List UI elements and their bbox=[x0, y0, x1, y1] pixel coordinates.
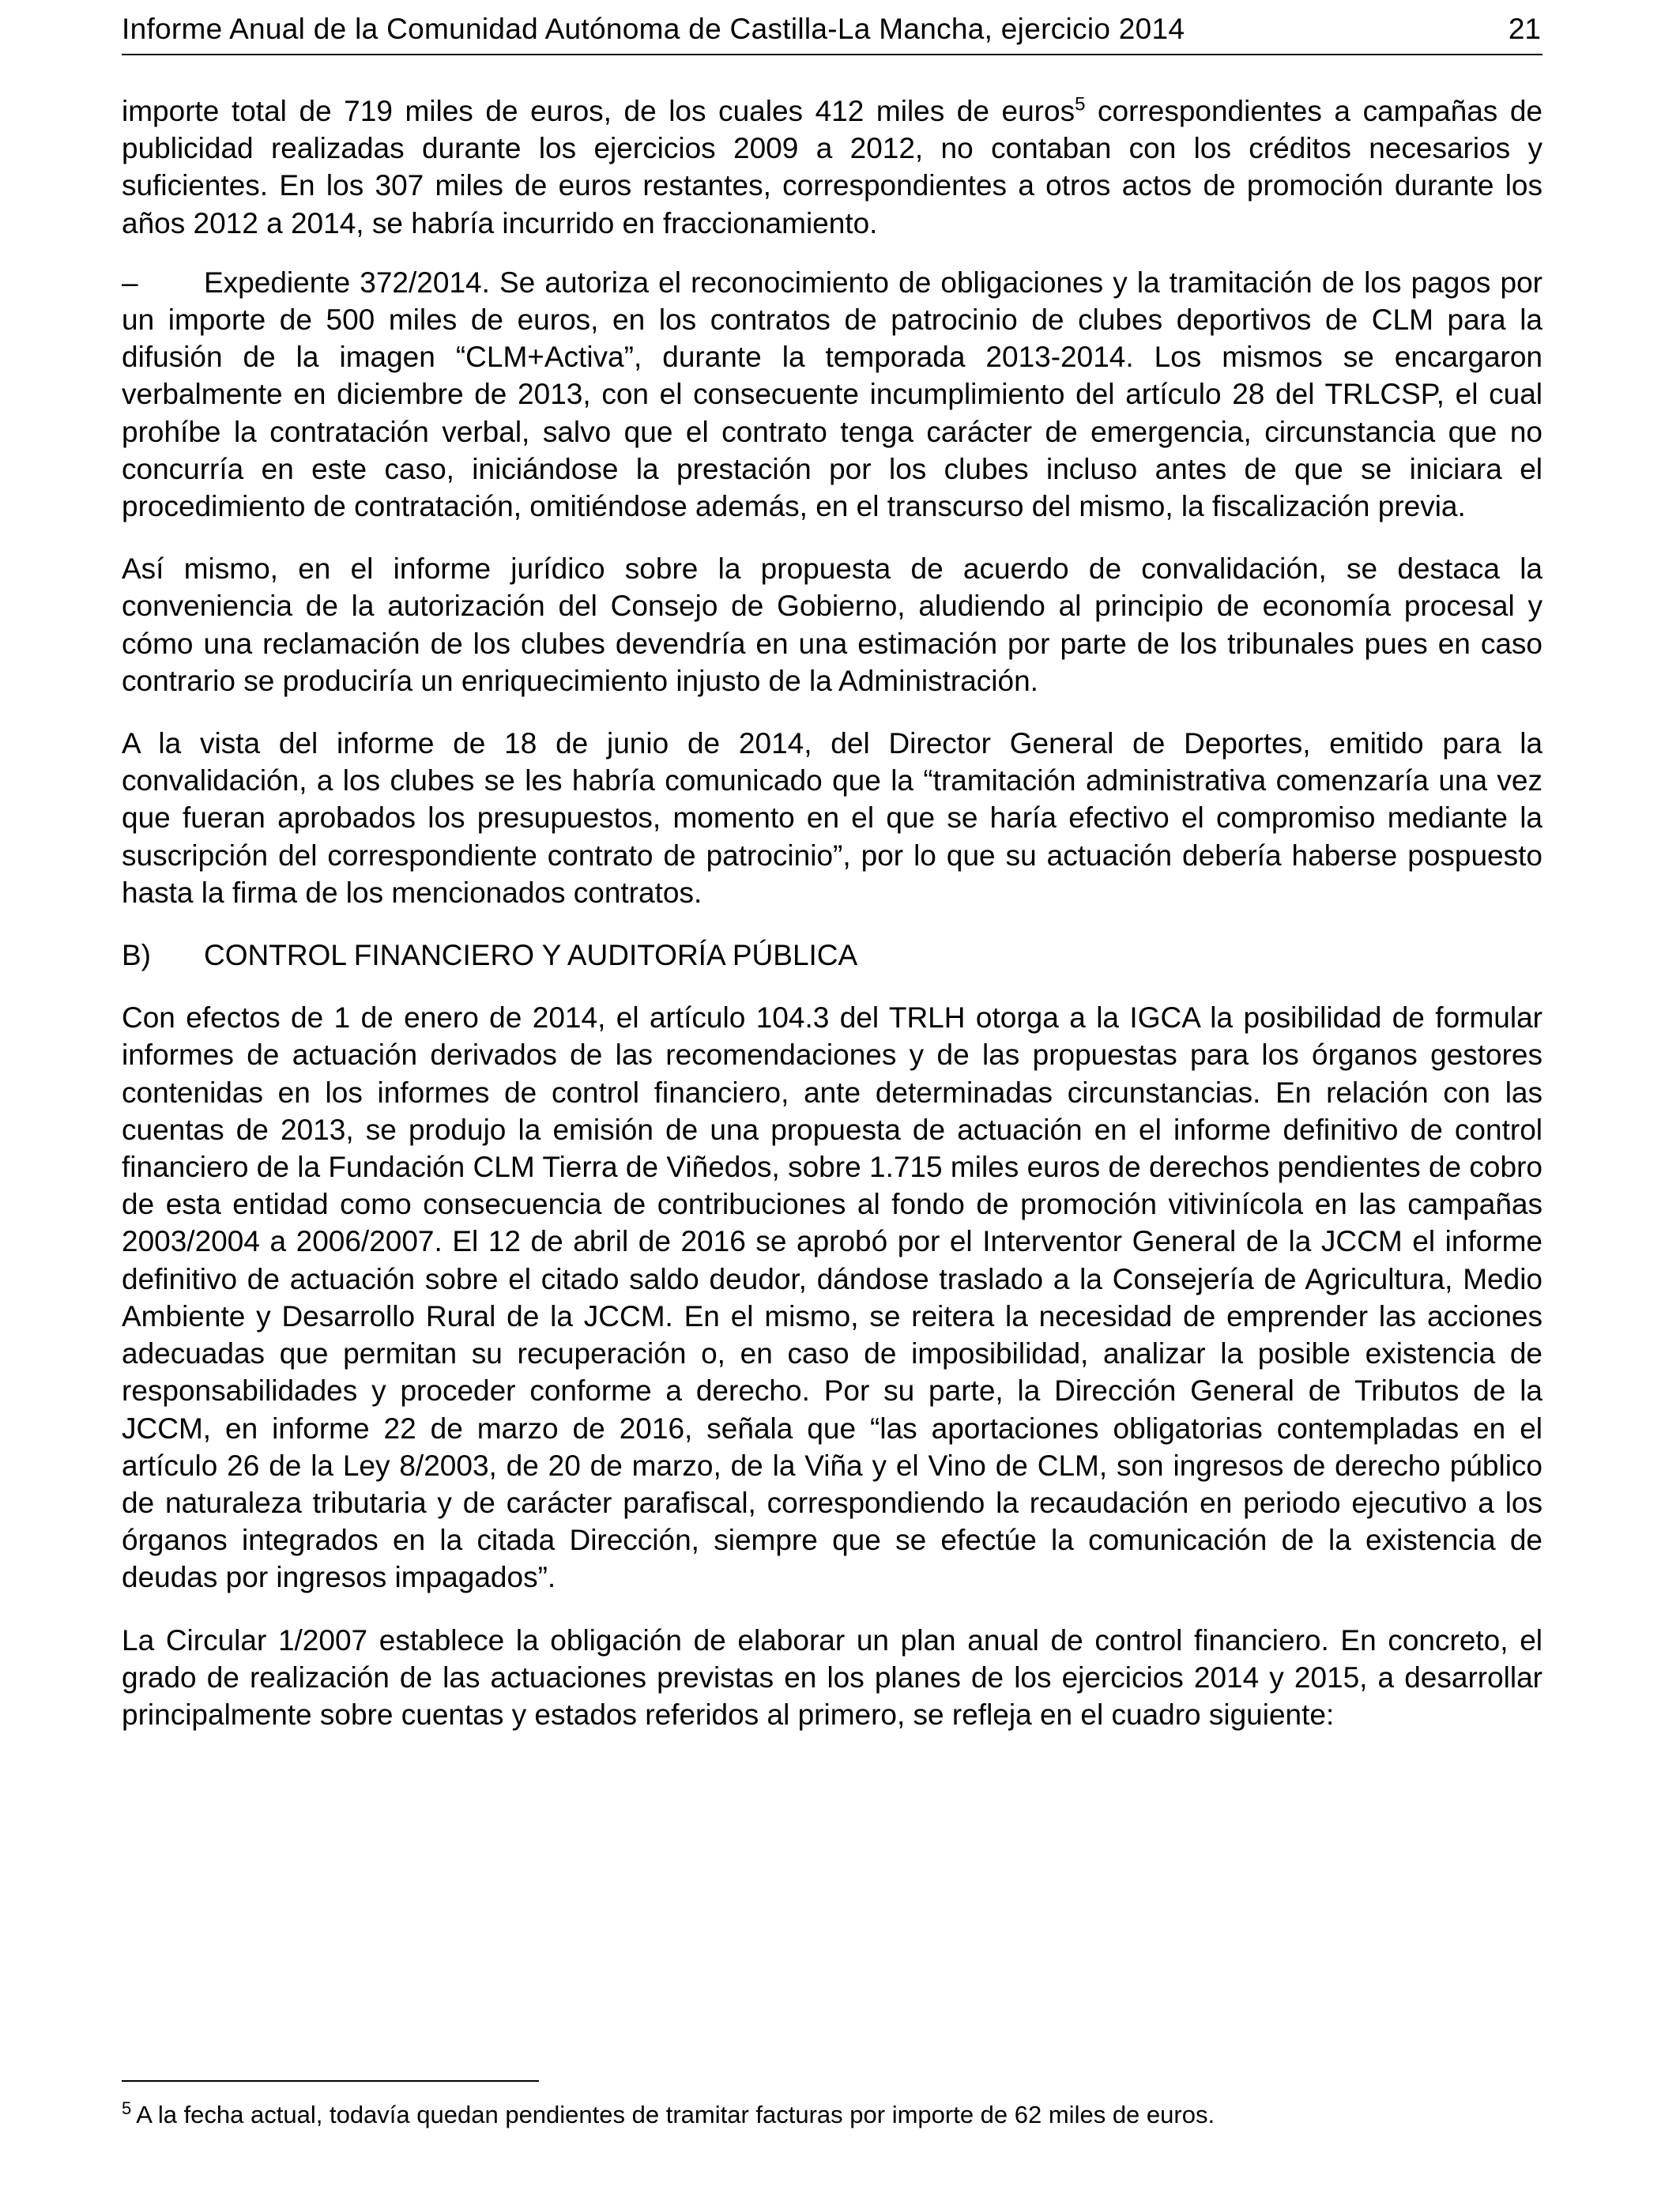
section-heading bbox=[122, 937, 1543, 974]
footnote-separator bbox=[122, 2080, 539, 2082]
paragraph-1-part-b: correspondientes a campañas de publicidad realizadas durante los ejercicios 2009 a 2012, no contaban con los créditos necesarios y suficientes. En los 307 miles de euros restantes, correspondientes a otros actos de promoción durante los años 2012 a 2014, se habría incurrido en fraccionamiento. bbox=[122, 95, 1543, 239]
dash-bullet: – bbox=[122, 266, 138, 299]
footnote-reference: 5 bbox=[1075, 93, 1086, 115]
section-title: CONTROL FINANCIERO Y AUDITORÍA PÚBLICA bbox=[204, 939, 858, 972]
paragraph-1 bbox=[122, 92, 1543, 242]
page-number: 21 bbox=[1508, 13, 1541, 45]
paragraph-1-part-a: importe total de 719 miles de euros, de los cuales 412 miles de euros bbox=[122, 95, 1075, 127]
footnote bbox=[122, 2099, 1543, 2131]
footnote-text: A la fecha actual, todavía quedan pendientes de tramitar facturas por importe de 62 miles de euros. bbox=[136, 2101, 1215, 2128]
page-header bbox=[122, 11, 1543, 55]
paragraph-5: La Circular 1/2007 establece la obligación de elaborar un plan anual de control financiero. En concreto, el grado de realización de las actuaciones previstas en los planes de los ejercicios 2014 y 2015, a desarrollar principalmente sobre cuentas y estados referidos al primero, se refleja en el cuadro siguiente: bbox=[122, 1623, 1543, 1731]
header-title: Informe Anual de la Comunidad Autónoma de Castilla-La Mancha, ejercicio 2014 bbox=[122, 13, 1185, 45]
bullet-item bbox=[122, 264, 1543, 525]
paragraph-4: Con efectos de 1 de enero de 2014, el artículo 104.3 del TRLH otorga a la IGCA la posibilidad de formular informes de actuación derivados de las recomendaciones y de las propuestas para los órganos gestores contenidas en los informes de control financiero, ante determinadas circunstancias. En relación con las cuentas de 2013, se produjo la emisión de una propuesta de actuación en el informe definitivo de control financiero de la Fundación CLM Tierra de Viñedos, sobre 1.715 miles euros de derechos pendientes de cobro de esta entidad como consecuencia de contribuciones al fondo de promoción vitivinícola en las campañas 2003/2004 a 2006/2007. El 12 de abril de 2016 se aprobó por el Interventor General de la JCCM el informe definitivo de actuación sobre el citado saldo deudor, dándose traslado a la Consejería de Agricultura, Medio Ambiente y Desarrollo Rural de la JCCM. En el mismo, se reitera la necesidad de emprender las acciones adecuadas que permitan su recuperación o, en caso de imposibilidad, analizar la posible existencia de responsabilidades y proceder conforme a derecho. Por su parte, la Dirección General de Tributos de la JCCM, en informe 22 de marzo de 2016, señala que “las aportaciones obligatorias contempladas en el artículo 26 de la Ley 8/2003, de 20 de marzo, de la Viña y el Vino de CLM, son ingresos de derecho público de naturaleza tributaria y de carácter parafiscal, correspondiendo la recaudación en periodo ejecutivo a los órganos integrados en la citada Dirección, siempre que se efectúe la comunicación de la existencia de deudas por ingresos impagados”. bbox=[122, 1001, 1543, 1594]
document-body bbox=[122, 92, 1543, 1759]
paragraph-3: A la vista del informe de 18 de junio de 2014, del Director General de Deportes, emitido para la convalidación, a los clubes se les habría comunicado que la “tramitación administrativa comenzaría una vez que fueran aprobados los presupuestos, momento en el que se haría efectivo el compromiso mediante la suscripción del correspondiente contrato de patrocinio”, por lo que su actuación debería haberse pospuesto hasta la firma de los mencionados contratos. bbox=[122, 727, 1543, 909]
bullet-text: Expediente 372/2014. Se autoriza el reconocimiento de obligaciones y la tramitación de los pagos por un importe de 500 miles de euros, en los contratos de patrocinio de clubes deportivos de CLM para la difusión de la imagen “CLM+Activa”, durante la temporada 2013-2014. Los mismos se encargaron verbalmente en diciembre de 2013, con el consecuente incumplimiento del artículo 28 del TRLCSP, el cual prohíbe la contratación verbal, salvo que el contrato tenga carácter de emergencia, circunstancia que no concurría en este caso, iniciándose la prestación por los clubes incluso antes de que se iniciara el procedimiento de contratación, omitiéndose además, en el transcurso del mismo, la fiscalización previa. bbox=[122, 266, 1543, 523]
paragraph-2: Así mismo, en el informe jurídico sobre la propuesta de acuerdo de convalidación, se destaca la conveniencia de la autorización del Consejo de Gobierno, aludiendo al principio de economía procesal y cómo una reclamación de los clubes devendría en una estimación por parte de los tribunales pues en caso contrario se produciría un enriquecimiento injusto de la Administración. bbox=[122, 552, 1543, 697]
footnote-number: 5 bbox=[122, 2098, 132, 2118]
section-letter: B) bbox=[122, 939, 151, 972]
